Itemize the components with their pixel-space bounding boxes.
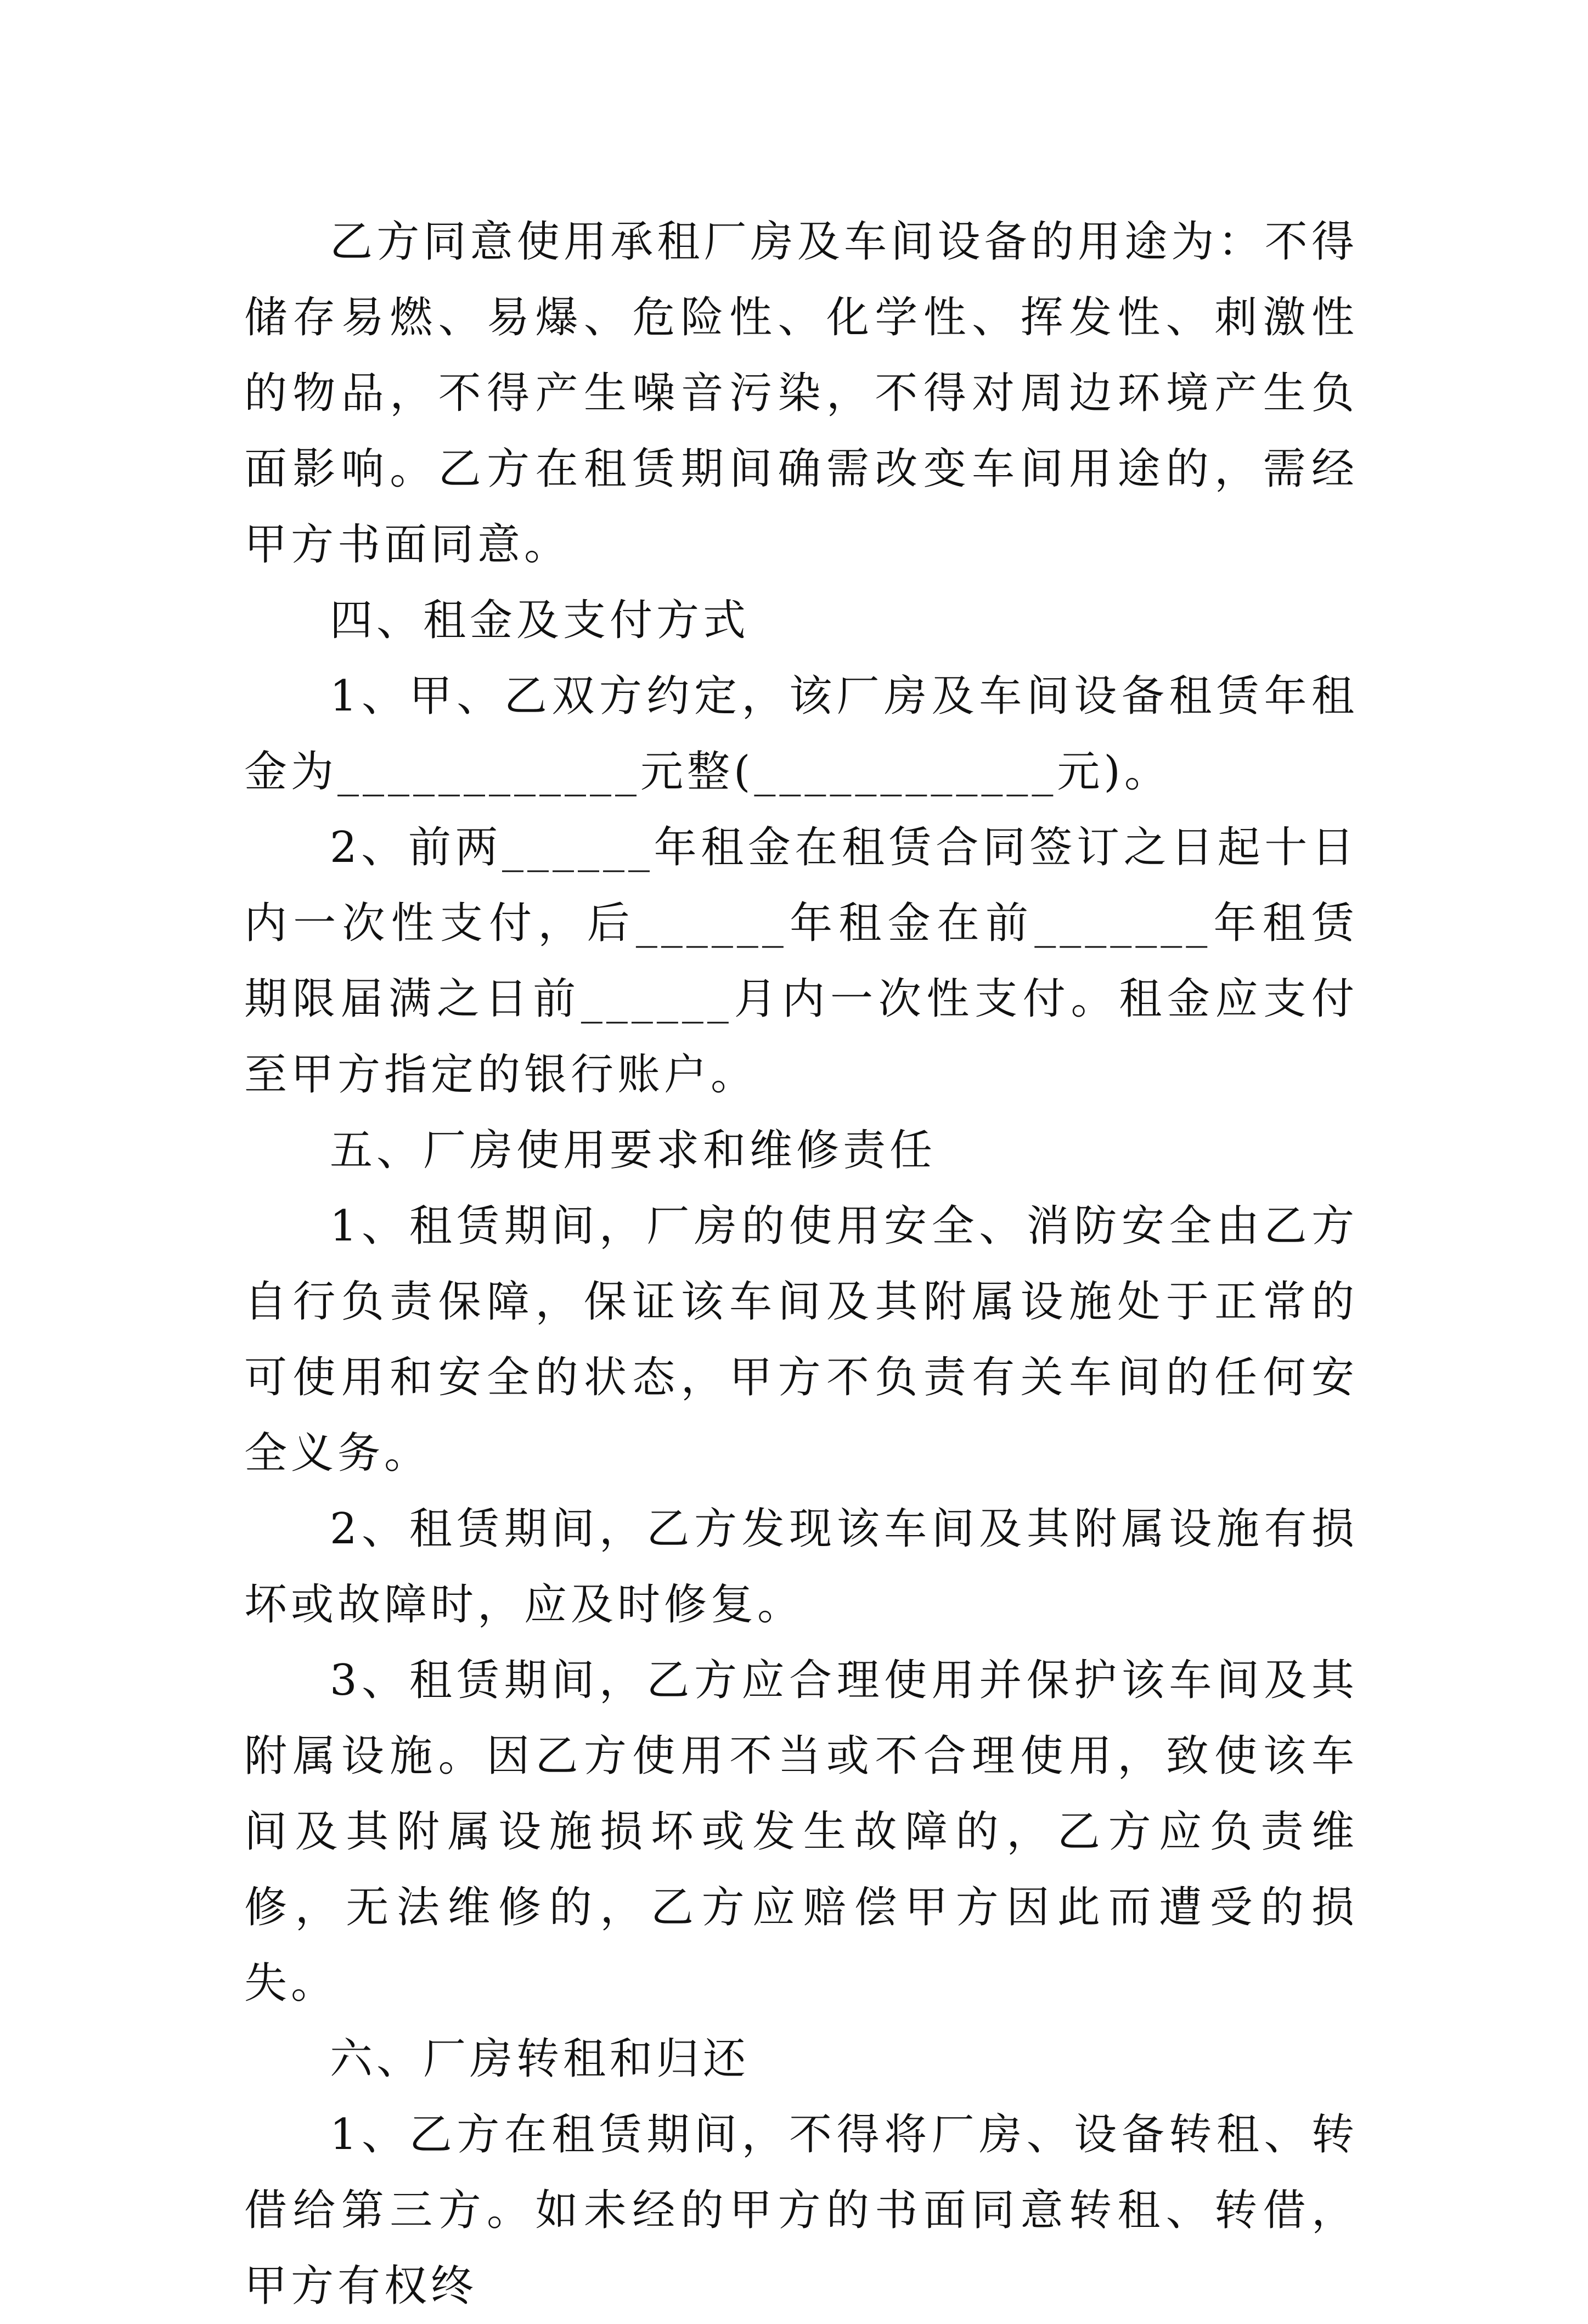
paragraph-repair-faults: 2、租赁期间，乙方发现该车间及其附属设施有损坏或故障时，应及时修复。 bbox=[244, 1504, 1358, 1629]
paragraph-annual-rent: 1、甲、乙双方约定，该厂房及车间设备租赁年租金为____________元整(____________元)。 bbox=[244, 672, 1358, 797]
section-heading-rent-payment: 四、租金及支付方式 bbox=[330, 596, 750, 645]
section-heading-sublease-return: 六、厂房转租和归还 bbox=[330, 2034, 750, 2084]
paragraph-payment-schedule: 2、前两______年租金在租赁合同签订之日起十日内一次性支付，后______年租金在前_______年租赁期限届满之日前______月内一次性支付。租金应支付至甲方指定的银行账户。 bbox=[244, 823, 1358, 1099]
paragraph-safety-responsibility: 1、租赁期间，厂房的使用安全、消防安全由乙方自行负责保障，保证该车间及其附属设施处于正常的可使用和安全的状态，甲方不负责有关车间的任何安全义务。 bbox=[244, 1202, 1358, 1478]
paragraph-no-sublease: 1、乙方在租赁期间，不得将厂房、设备转租、转借给第三方。如未经的甲方的书面同意转租、转借，甲方有权终 bbox=[244, 2110, 1358, 2311]
section-heading-use-maintenance: 五、厂房使用要求和维修责任 bbox=[330, 1126, 937, 1175]
paragraph-proper-use: 3、租赁期间，乙方应合理使用并保护该车间及其附属设施。因乙方使用不当或不合理使用，致使该车间及其附属设施损坏或发生故障的，乙方应负责维修，无法维修的，乙方应赔偿甲方因此而遭受的损失。 bbox=[244, 1656, 1358, 2008]
paragraph-usage-restrictions: 乙方同意使用承租厂房及车间设备的用途为：不得储存易燃、易爆、危险性、化学性、挥发性、刺激性的物品，不得产生噪音污染，不得对周边环境产生负面影响。乙方在租赁期间确需改变车间用途的，需经甲方书面同意。 bbox=[244, 217, 1358, 569]
document-body bbox=[244, 204, 1358, 2324]
